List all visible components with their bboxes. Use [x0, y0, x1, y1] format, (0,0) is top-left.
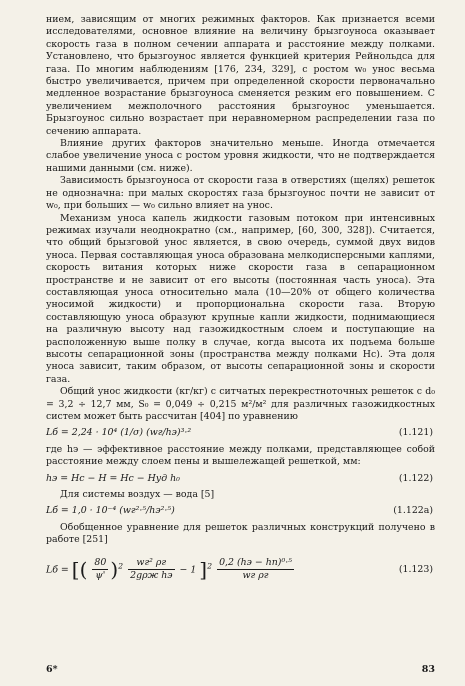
- fraction-3-numerator: 0,2 (hэ − hп)⁰·⁵: [217, 557, 294, 570]
- fraction-2: [128, 557, 174, 583]
- signature-mark: 6*: [46, 664, 58, 675]
- equation-number: (1.123): [398, 564, 433, 576]
- equation-formula: [46, 557, 296, 583]
- right-bracket: ]: [199, 557, 208, 582]
- equation-1-122a: [46, 505, 435, 517]
- paragraph-4: Механизм уноса капель жидкости газовым потоком при интенсивных режимах изучали неоднократно (см., например, [60, 300, 328]). Считается, что общий брызговой унос является, в свою очередь, суммой двух видов уноса. Первая составляющая уноса образована мелкодисперсными каплями, скорость витания которых ниже скорости газа в сепарационном пространстве и не зависит от его высоты (постоянная часть уноса). Эта составляющая уноса относительно мала (10—20% от общего количества уносимой жидкости) и пропорциональна скорости газа. Вторую составляющую уноса образуют крупные капли жидкости, поднимающиеся на различную высоту над газожидкостным слоем и поступающие на расположенную выше полку в случае, когда высота их подъема больше высоты сепарационной зоны (пространства между полками Hс). Эта доля уноса зависит, таким образом, от высоты сепарационной зоны и скорости газа.: [46, 212, 435, 385]
- paragraph-8: Обобщенное уравнение для решеток различных конструкций получено в работе [251]: [46, 521, 435, 546]
- left-bracket: [: [71, 557, 80, 582]
- equation-formula: Lб = 1,0 · 10⁻⁴ (wг²·⁵/hэ²·⁵): [46, 505, 175, 517]
- equation-formula: hэ = Hс − H = Hс − Hуд h₀: [46, 472, 180, 484]
- paragraph-6: где hэ — эффективное расстояние между полками, представляющее собой расстояние между слоем пены и вышележащей решеткой, мм:: [46, 443, 435, 468]
- exponent: 2: [118, 560, 124, 570]
- equation-1-122: [46, 473, 435, 485]
- equation-number: (1.122): [398, 472, 433, 484]
- page-footer: [46, 664, 435, 676]
- fraction-3-denominator: wг ρг: [242, 570, 269, 582]
- fraction-1-denominator: ψ': [95, 570, 106, 582]
- fraction-2-numerator: wг² ρг: [128, 557, 174, 570]
- paragraph-2: Влияние других факторов значительно меньше. Иногда отмечается слабое увеличение уноса с ростом уровня жидкости, что не подтверждается нашими данными (см. ниже).: [46, 138, 435, 174]
- equation-1-123: [46, 557, 435, 583]
- left-paren: (: [79, 557, 88, 582]
- minus-one: − 1: [179, 564, 197, 576]
- fraction-1-numerator: 80: [92, 557, 108, 570]
- fraction-2-denominator: 2gρж hэ: [130, 570, 173, 582]
- fraction-3: [217, 557, 294, 583]
- equation-number: (1.121): [398, 427, 433, 439]
- right-paren: ): [110, 557, 119, 582]
- equation-formula: Lб = 2,24 · 10⁴ (1/σ) (wг/hэ)³·²: [46, 427, 192, 439]
- paragraph-5: Общий унос жидкости (кг/кг) с ситчатых перекрестноточных решеток с d₀ = 3,2 ÷ 12,7 мм, S₀ = 0,049 ÷ 0,215 м²/м² для различных газожидкостных систем может быть рассчитан [404] по уравнению: [46, 386, 435, 422]
- paragraph-7: Для системы воздух — вода [5]: [60, 489, 215, 501]
- exponent-outer: 2: [207, 560, 213, 570]
- paragraph-3: Зависимость брызгоуноса от скорости газа в отверстиях (щелях) решеток не однозначна: при малых скоростях газа брызгоунос почти не зависит от w₀, при больших — w₀ сильно влияет на унос.: [46, 175, 435, 212]
- equation-number: (1.122а): [393, 505, 433, 517]
- paragraph-1: нием, зависящим от многих режимных факторов. Как признается всеми исследователями, основное влияние на величину брызгоуноса оказывает скорость газа в полном сечении аппарата и расстояние между полками. Установлено, что брызгоунос является функцией критерия Рейнольдса для газа. По многим наблюдениям [176, 234, 329], с ростом w₀ унос весьма быстро увеличивается, причем при определенной скорости первоначально медленное возрастание брызгоуноса сменяется резким его повышением. С увеличением межполочного расстояния брызгоунос уменьшается. Брызгоунос сильно возрастает при неравномерном распределении газа по сечению аппарата.: [46, 14, 435, 137]
- equation-lhs: Lб =: [46, 564, 69, 576]
- page-number: 83: [421, 664, 435, 675]
- fraction-1: [92, 557, 108, 583]
- equation-1-121: [46, 427, 435, 439]
